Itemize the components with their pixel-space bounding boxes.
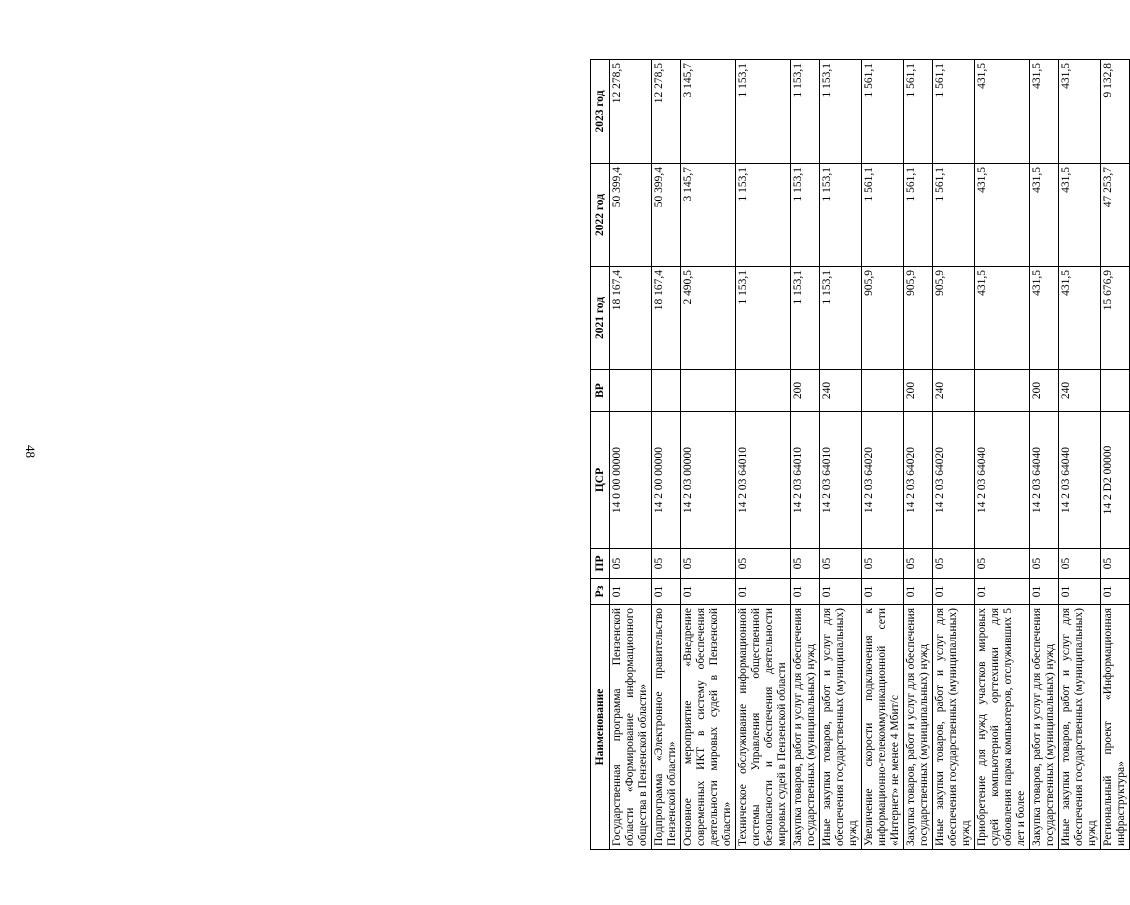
- cell-2023: 431,5: [1059, 60, 1101, 164]
- table-row: [1030, 60, 1059, 850]
- cell-name: Иные закупки товаров, работ и услуг для обеспечения государственных (муниципальных) нужд: [820, 605, 862, 850]
- cell-rz: 01: [1101, 579, 1130, 605]
- table-row: [904, 60, 933, 850]
- cell-name: Техническое обслуживание информационной системы Управления общественной безопасности и обеспечения деятельности мировых судей в Пензенской области: [736, 605, 791, 850]
- cell-vr: 240: [1059, 370, 1101, 412]
- cell-vr: [1101, 370, 1130, 412]
- cell-rz: 01: [1030, 579, 1059, 605]
- cell-vr: 240: [820, 370, 862, 412]
- cell-pr: 05: [904, 549, 933, 579]
- cell-vr: 240: [933, 370, 975, 412]
- page-number: 48: [23, 445, 38, 458]
- table-row: [820, 60, 862, 850]
- cell-csr: 14 2 03 64010: [791, 412, 820, 549]
- cell-rz: 01: [610, 579, 652, 605]
- cell-2022: 1 153,1: [820, 164, 862, 267]
- cell-2023: 1 561,1: [904, 60, 933, 164]
- cell-2022: 431,5: [1059, 164, 1101, 267]
- cell-2023: 431,5: [975, 60, 1030, 164]
- header-vr: ВР: [591, 370, 610, 412]
- cell-name: Приобретение для нужд участков мировых судей компьютерной оргтехники для обновления парка компьютеров, отслуживших 5 лет и более: [975, 605, 1030, 850]
- cell-2021: 905,9: [933, 267, 975, 370]
- cell-2023: 12 278,5: [610, 60, 652, 164]
- cell-vr: 200: [904, 370, 933, 412]
- cell-2021: 1 153,1: [791, 267, 820, 370]
- cell-2022: 50 399,4: [652, 164, 681, 267]
- cell-name: Иные закупки товаров, работ и услуг для обеспечения государственных (муниципальных) нужд: [1059, 605, 1101, 850]
- table-row: [933, 60, 975, 850]
- cell-2023: 3 145,7: [681, 60, 736, 164]
- table-row: [862, 60, 904, 850]
- cell-pr: 05: [820, 549, 862, 579]
- table-row: [736, 60, 791, 850]
- cell-vr: [862, 370, 904, 412]
- cell-csr: 14 2 03 00000: [681, 412, 736, 549]
- header-pr: ПР: [591, 549, 610, 579]
- cell-rz: 01: [1059, 579, 1101, 605]
- cell-pr: 05: [1059, 549, 1101, 579]
- cell-2022: 1 561,1: [933, 164, 975, 267]
- cell-pr: 05: [681, 549, 736, 579]
- cell-2023: 431,5: [1030, 60, 1059, 164]
- cell-rz: 01: [736, 579, 791, 605]
- cell-2021: 905,9: [904, 267, 933, 370]
- cell-2021: 15 676,9: [1101, 267, 1130, 370]
- header-rz: Рз: [591, 579, 610, 605]
- cell-2022: 50 399,4: [610, 164, 652, 267]
- cell-rz: 01: [862, 579, 904, 605]
- cell-pr: 05: [791, 549, 820, 579]
- cell-name: Государственная программа Пензенской области «Формирование информационного общества в Пензенской области»: [610, 605, 652, 850]
- cell-csr: 14 2 03 64020: [933, 412, 975, 549]
- cell-2021: 1 153,1: [820, 267, 862, 370]
- cell-pr: 05: [933, 549, 975, 579]
- cell-pr: 05: [736, 549, 791, 579]
- cell-name: Иные закупки товаров, работ и услуг для обеспечения государственных (муниципальных) нужд: [933, 605, 975, 850]
- cell-2021: 2 490,5: [681, 267, 736, 370]
- cell-2021: 1 153,1: [736, 267, 791, 370]
- cell-pr: 05: [1101, 549, 1130, 579]
- header-2021: 2021 год: [591, 267, 610, 370]
- cell-csr: 14 2 03 64040: [975, 412, 1030, 549]
- table-row: [652, 60, 681, 850]
- cell-rz: 01: [904, 579, 933, 605]
- cell-csr: 14 0 00 00000: [610, 412, 652, 549]
- budget-table: [590, 59, 1130, 850]
- cell-vr: [610, 370, 652, 412]
- cell-csr: 14 2 00 00000: [652, 412, 681, 549]
- cell-vr: [975, 370, 1030, 412]
- rotated-table-container: [590, 60, 1127, 850]
- table-header-row: [591, 60, 610, 850]
- cell-2022: 47 253,7: [1101, 164, 1130, 267]
- cell-name: Региональный проект «Информационная инфраструктура»: [1101, 605, 1130, 850]
- cell-csr: 14 2 03 64010: [736, 412, 791, 549]
- table-row: [975, 60, 1030, 850]
- cell-rz: 01: [652, 579, 681, 605]
- cell-2023: 9 132,8: [1101, 60, 1130, 164]
- table-row: [791, 60, 820, 850]
- cell-2021: 431,5: [975, 267, 1030, 370]
- table-row: [681, 60, 736, 850]
- cell-2022: 1 153,1: [791, 164, 820, 267]
- cell-csr: 14 2 03 64040: [1030, 412, 1059, 549]
- cell-2021: 18 167,4: [652, 267, 681, 370]
- cell-2023: 1 561,1: [862, 60, 904, 164]
- cell-rz: 01: [681, 579, 736, 605]
- cell-csr: 14 2 D2 00000: [1101, 412, 1130, 549]
- cell-2023: 12 278,5: [652, 60, 681, 164]
- cell-csr: 14 2 03 64010: [820, 412, 862, 549]
- cell-2022: 431,5: [1030, 164, 1059, 267]
- cell-name: Закупка товаров, работ и услуг для обеспечения государственных (муниципальных) нужд: [904, 605, 933, 850]
- cell-rz: 01: [791, 579, 820, 605]
- cell-vr: [652, 370, 681, 412]
- cell-2023: 1 153,1: [791, 60, 820, 164]
- cell-2022: 431,5: [975, 164, 1030, 267]
- cell-2022: 3 145,7: [681, 164, 736, 267]
- header-name: Наименование: [591, 605, 610, 850]
- cell-pr: 05: [862, 549, 904, 579]
- cell-pr: 05: [975, 549, 1030, 579]
- cell-csr: 14 2 03 64020: [904, 412, 933, 549]
- cell-name: Закупка товаров, работ и услуг для обеспечения государственных (муниципальных) нужд: [791, 605, 820, 850]
- cell-pr: 05: [1030, 549, 1059, 579]
- table-row: [610, 60, 652, 850]
- cell-2022: 1 561,1: [862, 164, 904, 267]
- cell-name: Увеличение скорости подключения к информационно-телекоммуникационной сети «Интернет» не менее 4 Мбит/с: [862, 605, 904, 850]
- cell-2021: 905,9: [862, 267, 904, 370]
- cell-vr: [681, 370, 736, 412]
- cell-rz: 01: [933, 579, 975, 605]
- cell-vr: [736, 370, 791, 412]
- cell-2023: 1 561,1: [933, 60, 975, 164]
- table-row: [1059, 60, 1101, 850]
- cell-2021: 431,5: [1059, 267, 1101, 370]
- cell-2021: 431,5: [1030, 267, 1059, 370]
- cell-2021: 18 167,4: [610, 267, 652, 370]
- header-csr: ЦСР: [591, 412, 610, 549]
- cell-vr: 200: [1030, 370, 1059, 412]
- cell-name: Закупка товаров, работ и услуг для обеспечения государственных (муниципальных) нужд: [1030, 605, 1059, 850]
- cell-name: Подпрограмма «Электронное правительство Пензенской области»: [652, 605, 681, 850]
- cell-name: Основное мероприятие «Внедрение современных ИКТ в систему обеспечения деятельности мировых судей в Пензенской области»: [681, 605, 736, 850]
- cell-2023: 1 153,1: [820, 60, 862, 164]
- table-row: [1101, 60, 1130, 850]
- cell-csr: 14 2 03 64040: [1059, 412, 1101, 549]
- header-2023: 2023 год: [591, 60, 610, 164]
- cell-pr: 05: [610, 549, 652, 579]
- cell-rz: 01: [975, 579, 1030, 605]
- cell-2022: 1 153,1: [736, 164, 791, 267]
- cell-csr: 14 2 03 64020: [862, 412, 904, 549]
- cell-pr: 05: [652, 549, 681, 579]
- cell-2022: 1 561,1: [904, 164, 933, 267]
- header-2022: 2022 год: [591, 164, 610, 267]
- cell-vr: 200: [791, 370, 820, 412]
- cell-2023: 1 153,1: [736, 60, 791, 164]
- cell-rz: 01: [820, 579, 862, 605]
